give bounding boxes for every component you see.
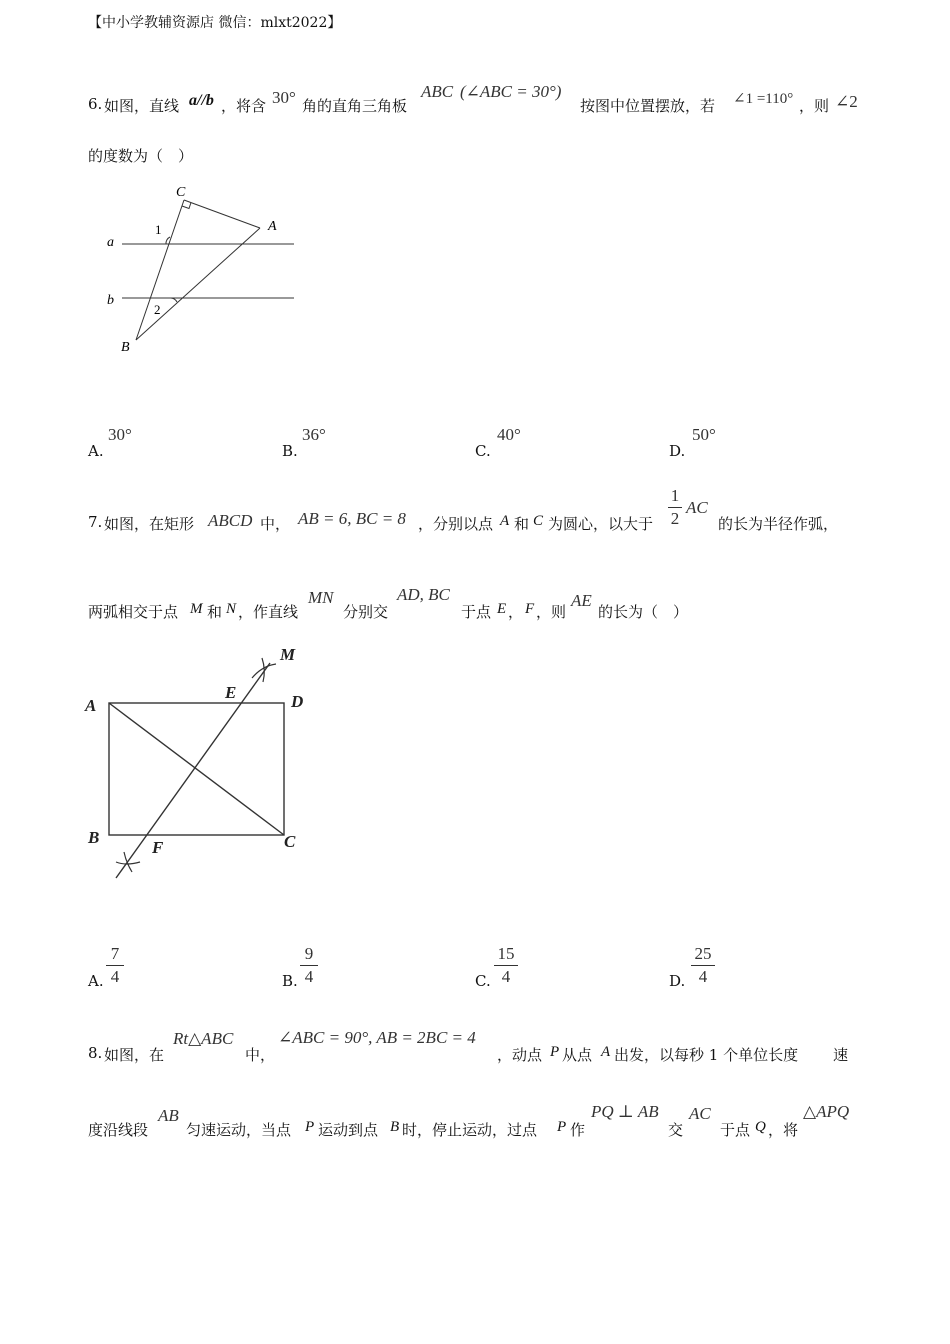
q7-option-b-fraction	[300, 944, 318, 987]
q6-option-c-value: 40°	[497, 425, 521, 444]
q6-text-b: ，将含	[221, 97, 267, 115]
q7-point-f: F	[525, 601, 535, 617]
side-ba	[136, 228, 260, 340]
q7-line2-c: 分别交	[343, 603, 389, 621]
q8-point-p3: P	[557, 1119, 567, 1135]
q7-line2-a: 两弧相交于点	[88, 603, 179, 621]
q7-option-d-num: 25	[694, 944, 712, 963]
q6-option-a-value: 30°	[108, 425, 132, 444]
q7-mn: MN	[308, 588, 334, 607]
label-E: E	[225, 683, 237, 702]
q7-half-num: 1	[670, 486, 680, 505]
label-D: D	[291, 692, 304, 711]
q6-line2: 的度数为（ ）	[88, 147, 194, 165]
q7-text-e: 的长为半径作弧，	[718, 515, 839, 533]
q7-point-c: C	[533, 513, 544, 529]
q8-condition: ∠ABC = 90°, AB = 2BC = 4	[278, 1028, 476, 1047]
q7-point-m: M	[190, 601, 203, 617]
q6-number: 6.	[88, 95, 103, 113]
q8-point-b: B	[390, 1119, 400, 1135]
fraction-bar	[494, 965, 518, 966]
q7-option-c-fraction	[494, 944, 518, 987]
q6-text-d: 按图中位置摆放，若	[580, 97, 716, 115]
label-C: C	[284, 832, 296, 851]
line-mn	[116, 663, 270, 878]
fraction-bar	[691, 965, 715, 966]
q8-rt-triangle: Rt△ABC	[173, 1029, 234, 1048]
q7-rect: ABCD	[208, 511, 253, 530]
q8-text-b: 中，	[245, 1046, 276, 1064]
label-M: M	[280, 645, 296, 664]
q7-figure	[80, 640, 330, 890]
q8-point-p: P	[550, 1044, 560, 1060]
q7-line2-e: ，则	[536, 603, 567, 621]
q8-text-f: 速	[833, 1046, 849, 1064]
q7-option-d-label[interactable]: D.	[669, 972, 686, 990]
q8-text-a: 如图，在	[104, 1046, 165, 1064]
label-A: A	[85, 696, 97, 715]
q7-option-a-fraction	[106, 944, 124, 987]
q6-triangle: ABC	[421, 82, 454, 101]
q6-text-a: 如图，直线	[104, 97, 180, 115]
label-1: 1	[155, 222, 162, 237]
q7-number: 7.	[88, 513, 103, 531]
q7-point-a: A	[500, 513, 510, 529]
q6-parallel: a//b	[189, 92, 214, 109]
q6-option-d-value: 50°	[692, 425, 716, 444]
q7-line2-b: ，作直线	[238, 603, 299, 621]
q7-option-a-label[interactable]: A.	[88, 972, 104, 990]
side-ca	[184, 200, 260, 228]
fraction-bar	[668, 507, 682, 508]
label-2: 2	[154, 302, 161, 317]
q7-text-d: 为圆心，以大于	[548, 515, 654, 533]
q7-line2-d: 于点	[461, 603, 492, 621]
q6-angle1: ∠1 =110°	[733, 91, 794, 107]
q7-option-a-den: 4	[110, 967, 120, 986]
q7-point-e: E	[497, 601, 507, 617]
q8-line2-h: ，将	[768, 1121, 799, 1139]
fraction-bar	[106, 965, 124, 966]
q7-option-c-den: 4	[501, 967, 511, 986]
q7-half-den: 2	[670, 509, 680, 528]
q8-line2-c: 运动到点	[318, 1121, 379, 1139]
label-F: F	[152, 838, 164, 857]
diagonal-ac	[109, 703, 284, 835]
q8-perpendicular: PQ ⊥ AB	[591, 1102, 659, 1121]
q7-option-b-label[interactable]: B.	[282, 972, 298, 990]
q7-option-d-den: 4	[698, 967, 708, 986]
q7-and2: 和	[207, 603, 223, 621]
angle2-arc	[170, 298, 177, 302]
q8-ab: AB	[158, 1106, 179, 1125]
header-watermark: 【中小学教辅资源店 微信：mlxt2022】	[88, 15, 342, 31]
q8-ac: AC	[689, 1104, 711, 1123]
q7-text-a: 如图，在矩形	[104, 515, 195, 533]
label-A: A	[268, 219, 277, 234]
q8-line2-g: 于点	[720, 1121, 751, 1139]
label-a: a	[107, 235, 114, 250]
q7-option-c-label[interactable]: C.	[475, 972, 491, 990]
q8-apq: △APQ	[803, 1102, 850, 1121]
fraction-bar	[300, 965, 318, 966]
q6-text-e: ，则	[799, 97, 830, 115]
q8-point-p2: P	[305, 1119, 315, 1135]
q7-and: 和	[514, 515, 530, 533]
q6-option-b-label[interactable]: B.	[282, 442, 298, 460]
q8-line2-e: 作	[570, 1121, 586, 1139]
q8-point-q: Q	[755, 1119, 766, 1135]
q6-condition: (∠ABC = 30°)	[460, 82, 562, 101]
q8-point-a: A	[601, 1044, 611, 1060]
q6-figure	[100, 178, 310, 358]
q6-text-c: 角的直角三角板	[302, 97, 408, 115]
q6-option-b-value: 36°	[302, 425, 326, 444]
q7-option-a-num: 7	[110, 944, 120, 963]
q6-option-d-label[interactable]: D.	[669, 442, 686, 460]
q8-line2-d: 时，停止运动，过点	[402, 1121, 538, 1139]
q8-line2-f: 交	[668, 1121, 684, 1139]
q6-option-c-label[interactable]: C.	[475, 442, 491, 460]
label-B: B	[121, 340, 130, 355]
q6-option-a-label[interactable]: A.	[88, 442, 104, 460]
label-b: b	[107, 293, 114, 308]
q7-text-c: ，分别以点	[418, 515, 494, 533]
q8-text-c: ，动点	[497, 1046, 543, 1064]
q7-option-b-den: 4	[304, 967, 314, 986]
q7-ac: AC	[686, 498, 708, 517]
label-B: B	[88, 828, 100, 847]
arc-mark-top-2	[262, 658, 264, 682]
q7-half-fraction	[668, 486, 682, 529]
q6-angle2: ∠2	[835, 92, 858, 111]
q7-point-n: N	[226, 601, 237, 617]
q8-number: 8.	[88, 1044, 103, 1062]
q8-text-d: 从点	[562, 1046, 593, 1064]
q7-comma: ，	[508, 603, 524, 621]
q7-option-c-num: 15	[497, 944, 515, 963]
q7-option-d-fraction	[691, 944, 715, 987]
q8-text-e: 出发，以每秒 1 个单位长度	[614, 1046, 799, 1064]
q7-text-b: 中，	[260, 515, 291, 533]
side-bc	[136, 200, 184, 340]
q7-line2-f: 的长为（ ）	[598, 603, 689, 621]
q8-line2-b: 匀速运动，当点	[186, 1121, 292, 1139]
label-C: C	[176, 185, 186, 200]
q7-lengths: AB = 6, BC = 8	[298, 509, 406, 528]
q8-line2-a: 度沿线段	[88, 1121, 149, 1139]
q7-ad-bc: AD, BC	[397, 585, 450, 604]
q7-option-b-num: 9	[304, 944, 314, 963]
q7-ae: AE	[571, 591, 592, 610]
q6-angle30: 30°	[272, 88, 296, 107]
